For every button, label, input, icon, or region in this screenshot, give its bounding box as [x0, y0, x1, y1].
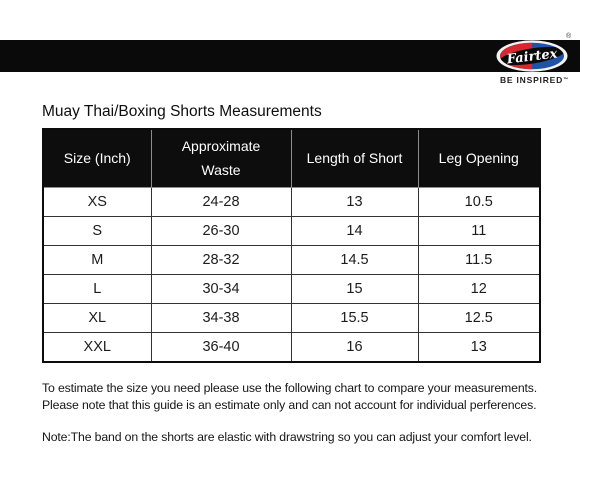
cell-size: XS: [43, 188, 151, 217]
header-label: Length of Short: [306, 149, 403, 166]
note-line-2: Please note that this guide is an estimate only and can not account for individual perferences.: [42, 398, 537, 412]
header-size-inch: [43, 129, 151, 188]
cell-leg-opening: 11.5: [418, 246, 540, 275]
cell-waist: 24-28: [151, 188, 291, 217]
cell-leg-opening: 13: [418, 333, 540, 363]
cell-length: 14.5: [291, 246, 418, 275]
header-label: Leg Opening: [438, 149, 519, 166]
table-row: [43, 275, 540, 304]
fairtex-logo-text: Fairtex: [506, 46, 559, 68]
cell-size: XXL: [43, 333, 151, 363]
note-elastic-band: Note:The band on the shorts are elastic with drawstring so you can adjust your comfort level.: [42, 430, 532, 444]
cell-length: 13: [291, 188, 418, 217]
measurements-table: [42, 128, 541, 363]
page-title: Muay Thai/Boxing Shorts Measurements: [42, 103, 322, 120]
cell-length: 14: [291, 217, 418, 246]
registered-trademark-icon: ®: [566, 33, 572, 40]
table-row: [43, 188, 540, 217]
cell-size: M: [43, 246, 151, 275]
cell-length: 15.5: [291, 304, 418, 333]
header-length-of-short: [291, 129, 418, 188]
header-leg-opening: [418, 129, 540, 188]
cell-length: 15: [291, 275, 418, 304]
cell-leg-opening: 10.5: [418, 188, 540, 217]
fairtex-logo: [496, 40, 568, 72]
cell-size: XL: [43, 304, 151, 333]
cell-waist: 36-40: [151, 333, 291, 363]
note-line-1: To estimate the size you need please use the following chart to compare your measurements.: [42, 381, 538, 395]
cell-waist: 28-32: [151, 246, 291, 275]
notes-section: [42, 380, 587, 446]
table-row: [43, 333, 540, 363]
table-row: [43, 217, 540, 246]
header-label: Approximate Waste: [181, 137, 261, 178]
cell-leg-opening: 12.5: [418, 304, 540, 333]
brand-tagline: [492, 75, 576, 85]
table-row: [43, 304, 540, 333]
cell-size: S: [43, 217, 151, 246]
cell-waist: 26-30: [151, 217, 291, 246]
cell-leg-opening: 12: [418, 275, 540, 304]
table-row: [43, 246, 540, 275]
brand-bar: [0, 40, 580, 72]
cell-waist: 30-34: [151, 275, 291, 304]
cell-size: L: [43, 275, 151, 304]
cell-length: 16: [291, 333, 418, 363]
cell-leg-opening: 11: [418, 217, 540, 246]
header-row: [43, 129, 540, 188]
header-label: Size (Inch): [63, 149, 131, 166]
header-approximate-waste: [151, 129, 291, 188]
cell-waist: 34-38: [151, 304, 291, 333]
trademark-icon: ™: [563, 77, 569, 83]
tagline-text: BE INSPIRED: [499, 75, 564, 85]
